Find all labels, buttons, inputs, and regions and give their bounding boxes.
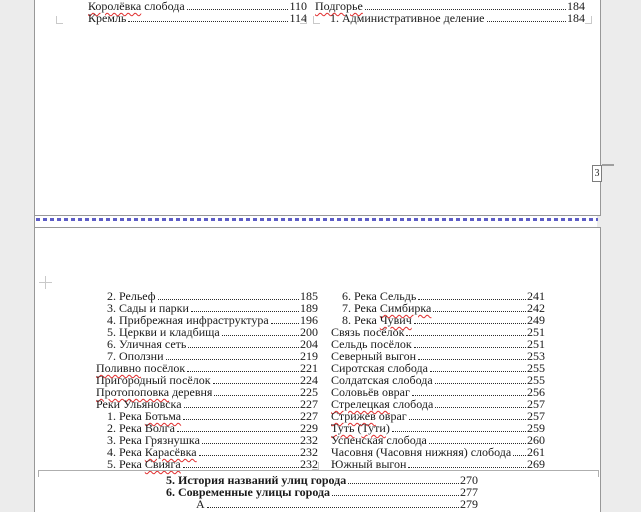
toc-page-number: 114 (289, 11, 307, 25)
toc-page-number: 200 (300, 325, 318, 339)
dot-leader (207, 498, 459, 508)
label-text: ) (385, 421, 390, 435)
toc-page-number: 279 (460, 497, 478, 511)
toc-entry-label: Северный выгон (331, 349, 417, 363)
toc-entry-label: Связь посёлок (331, 325, 405, 339)
toc-entry-label (96, 458, 181, 470)
toc-row[interactable] (96, 458, 318, 470)
toc-entry-label: 3. Сады и парки (107, 301, 189, 315)
text-boundary-mark (300, 16, 307, 24)
toc-page-number: 232 (300, 433, 318, 447)
label-text: 8. Река (342, 313, 380, 327)
text-boundary-mark (313, 16, 320, 24)
toc-page-number: 184 (567, 11, 585, 25)
dot-leader (392, 422, 526, 432)
toc-column-page1-right[interactable] (315, 0, 585, 24)
toc-page-number: 204 (300, 337, 318, 351)
dot-leader (406, 326, 526, 336)
dot-leader (430, 362, 526, 372)
label-text: 1. Река (107, 409, 145, 423)
section-boundary-line (38, 470, 599, 471)
toc-page-number: 184 (567, 0, 585, 13)
toc-page-number: 249 (527, 313, 545, 327)
misspelled-word: Стрелецкая (331, 397, 390, 411)
toc-row[interactable] (88, 12, 307, 24)
toc-row[interactable] (166, 486, 478, 498)
misspelled-word: Протопоповка (96, 385, 170, 399)
dot-leader (158, 290, 299, 300)
toc-page-number: 224 (300, 373, 318, 387)
toc-entry-label: А (196, 497, 205, 511)
misspelled-word: Королёвка (88, 0, 142, 13)
label-text: слобода (141, 0, 185, 13)
toc-entry-label: Южный выгон (331, 457, 407, 471)
dot-leader (409, 410, 526, 420)
footer-page-number-frame[interactable]: 3 (592, 165, 602, 182)
document-page-1[interactable] (34, 0, 601, 216)
text-boundary-mark (585, 16, 592, 24)
toc-column-page2-left[interactable] (96, 290, 318, 470)
toc-entry-label: 7. Оползни (107, 349, 164, 363)
dot-leader (418, 290, 526, 300)
dot-leader (414, 314, 526, 324)
toc-entry-label: Кремль (88, 11, 127, 25)
label-text: 7. Река (342, 301, 380, 315)
dot-leader (365, 0, 566, 10)
misspelled-word: Тути (361, 421, 386, 435)
toc-entry-label: Часовня (Часовня нижняя) слобода (331, 445, 512, 459)
toc-page-number: 261 (527, 445, 545, 459)
dot-leader (435, 398, 526, 408)
toc-page-number: 229 (300, 421, 318, 435)
toc-page-number: 219 (300, 349, 318, 363)
toc-entry-label: 6. Современные улицы города (166, 485, 331, 499)
dot-leader (213, 374, 299, 384)
toc-page-number: 259 (527, 421, 545, 435)
toc-page-number: 256 (527, 385, 545, 399)
toc-page-number: 251 (527, 325, 545, 339)
toc-page-number: 277 (460, 485, 478, 499)
misspelled-word: Чувич (379, 313, 412, 327)
toc-page-number: 189 (300, 301, 318, 315)
toc-page-number: 255 (527, 361, 545, 375)
toc-row[interactable] (166, 498, 478, 510)
dot-leader (183, 458, 299, 468)
dot-leader (188, 338, 299, 348)
dot-leader (332, 486, 459, 496)
toc-entry-label: 5. История названий улиц города (166, 473, 347, 487)
toc-entry-label: 2. Река Волга (107, 421, 175, 435)
dot-leader (487, 12, 566, 22)
dot-leader (191, 302, 299, 312)
dot-leader (187, 362, 299, 372)
toc-page-number: 260 (527, 433, 545, 447)
toc-page-number: 227 (300, 409, 318, 423)
label-text: деревня (169, 385, 213, 399)
text-boundary-mark (312, 462, 319, 470)
dot-leader (177, 422, 299, 432)
dot-leader (435, 374, 526, 384)
toc-entry-label: Реки Ульяновска (96, 397, 182, 411)
dot-leader (412, 386, 526, 396)
dot-leader (414, 338, 526, 348)
toc-page-number: 269 (527, 457, 545, 471)
toc-entry-label: 6. Река Сельдь (342, 289, 417, 303)
toc-row[interactable] (331, 458, 545, 470)
toc-column-page1-left[interactable] (88, 0, 307, 24)
toc-section-bottom[interactable] (166, 474, 478, 510)
toc-entry-label: Соловьёв овраг (331, 385, 410, 399)
toc-page-number: 257 (527, 397, 545, 411)
toc-page-number: 227 (300, 397, 318, 411)
toc-page-number: 251 (527, 337, 545, 351)
toc-entry-label: Пригородный посёлок (96, 373, 211, 387)
label-text: 4. Река (107, 445, 145, 459)
toc-page-number: 253 (527, 349, 545, 363)
dot-leader (271, 314, 299, 324)
toc-entry-label: 6. Уличная сеть (107, 337, 187, 351)
toc-page-number: 196 (300, 313, 318, 327)
dot-leader (214, 386, 299, 396)
text-boundary-mark (45, 276, 46, 289)
misspelled-word: Туть (331, 421, 355, 435)
misspelled-word: Поливно (96, 361, 142, 375)
text-boundary-mark (56, 16, 63, 24)
toc-page-number: 257 (527, 409, 545, 423)
misspelled-word: Ботьма (144, 409, 182, 423)
dot-leader (128, 12, 288, 22)
toc-page-number: 232 (300, 445, 318, 459)
dot-leader (418, 350, 526, 360)
misspelled-word: Свияга (144, 457, 181, 471)
label-text: овраг (375, 409, 407, 423)
page-break-indicator (36, 218, 598, 221)
toc-page-number: 225 (300, 385, 318, 399)
frame-handle-mark (602, 164, 614, 166)
misspelled-word: Карасёвка (144, 445, 197, 459)
toc-column-page2-right[interactable] (331, 290, 545, 470)
label-text: ( (354, 421, 362, 435)
dot-leader (348, 474, 459, 484)
dot-leader (202, 434, 299, 444)
dot-leader (184, 398, 299, 408)
dot-leader (199, 446, 299, 456)
toc-page-number: 270 (460, 473, 478, 487)
toc-entry-label: 5. Церкви и кладбища (107, 325, 220, 339)
dot-leader (166, 350, 299, 360)
toc-page-number: 185 (300, 289, 318, 303)
dot-leader (433, 302, 526, 312)
toc-page-number: 242 (527, 301, 545, 315)
toc-entry-label: Сельдь посёлок (331, 337, 412, 351)
toc-entry-label: 3. Река Грязнушка (107, 433, 200, 447)
toc-page-number: 221 (300, 361, 318, 375)
toc-row[interactable] (315, 12, 585, 24)
toc-entry-label: 2. Рельеф (107, 289, 156, 303)
toc-entry-label: 1. Административное деление (330, 11, 485, 25)
label-text: слобода (389, 397, 434, 411)
label-text: 5. Река (107, 457, 145, 471)
dot-leader (429, 434, 526, 444)
dot-leader (183, 410, 299, 420)
dot-leader (222, 326, 299, 336)
label-text: посёлок (141, 361, 186, 375)
misspelled-word: Симбирка (379, 301, 432, 315)
dot-leader (513, 446, 526, 456)
toc-page-number: 255 (527, 373, 545, 387)
misspelled-word: Подгорье (315, 0, 363, 13)
toc-page-number: 241 (527, 289, 545, 303)
toc-entry-label: Солдатская слобода (331, 373, 433, 387)
misspelled-word: Стрижев (331, 409, 376, 423)
toc-page-number: 110 (289, 0, 307, 13)
toc-page-number: 232 (300, 457, 318, 471)
toc-entry-label: Успенская слобода (331, 433, 427, 447)
toc-entry-label: 4. Прибрежная инфраструктура (107, 313, 269, 327)
dot-leader (187, 0, 289, 10)
dot-leader (408, 458, 526, 468)
toc-entry-label: Сиротская слобода (331, 361, 428, 375)
